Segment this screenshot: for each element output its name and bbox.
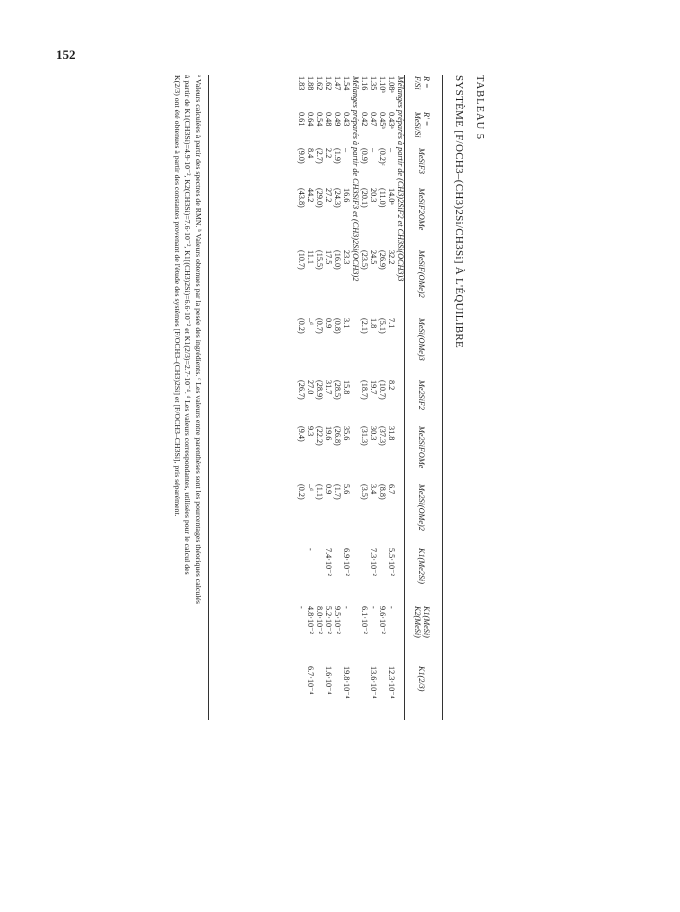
table-cell: 16.6 [342, 188, 351, 203]
top-rule [442, 75, 443, 720]
table-cell: 0.9 [324, 484, 333, 495]
table-cell: 5.5·10⁻² [387, 548, 396, 576]
table-cell: 24.5 [369, 250, 378, 265]
table-title: SYSTÈME [F/OCH3–(CH3)2Si/CH3Si] À L'ÉQUILIBRE [453, 75, 465, 349]
column-header [405, 379, 439, 425]
column-header [405, 605, 439, 665]
table-cell: 0.47 [369, 112, 378, 127]
table-cell: 1.88 [306, 76, 315, 91]
table-cell: – [387, 148, 396, 153]
table-cell: 1.47 [333, 76, 342, 91]
table-cell: 19.6 [324, 426, 333, 441]
table-cell: 44.2 [306, 188, 315, 203]
table-cell: 1.83 [297, 76, 306, 91]
table-cell [360, 547, 369, 605]
table-cell: 8.4 [306, 148, 315, 159]
table-cell: 1.10ᵇ [378, 76, 387, 93]
table-cell: (16.0) [333, 250, 342, 270]
column-header [405, 547, 439, 605]
table-cell: –ᵈ [306, 484, 315, 491]
table-cell: (26.7) [297, 380, 306, 400]
table-cell: (9.0) [297, 148, 306, 164]
table-cell: 17.5 [324, 250, 333, 265]
column-header [405, 665, 439, 720]
section-title: Mélanges préparés à partir de (CH3)2SiF2 et CH3Si(OCH3)3 [396, 76, 405, 282]
table-row [306, 75, 315, 720]
table-cell: 31.8 [387, 426, 396, 441]
column-header-line: MeSi(OMe)3 [417, 318, 427, 361]
table-row [324, 75, 333, 720]
table-cell: (15.5) [315, 250, 324, 270]
column-header [405, 483, 439, 547]
column-header-line: MeSiF2OMe [417, 188, 427, 231]
table-cell: (1.1) [315, 484, 324, 500]
table-cell: 7.4·10⁻² [324, 548, 333, 576]
table-cell: (0.7) [315, 318, 324, 334]
column-header-line: R' = [422, 112, 431, 127]
table-cell: – [369, 148, 378, 153]
table-cell: 1.35 [369, 76, 378, 91]
table-cell: 11.1 [306, 250, 315, 265]
column-header-line: MeSi/Si [413, 112, 422, 138]
table-cell: (11.0) [378, 188, 387, 208]
table-cell [315, 547, 324, 605]
table-cell: 35.6 [342, 426, 351, 441]
table-cell: 6.7·10⁻⁴ [306, 666, 315, 695]
table-cell: 2.2 [324, 148, 333, 159]
table-cell: - [342, 606, 351, 609]
column-header-line: MeSiF3 [417, 148, 427, 174]
table-cell: 0.43ᵃ [387, 112, 396, 129]
section-title-row [351, 75, 360, 720]
table-cell: 1.08ᵃ [387, 76, 396, 93]
table-cell: 1.16 [360, 76, 369, 91]
table-cell: (10.7) [378, 380, 387, 400]
table-cell [378, 665, 387, 720]
table-cell: (5.1) [378, 318, 387, 334]
table-cell: 0.9 [324, 318, 333, 329]
table-cell: (29.0) [315, 188, 324, 208]
table-cell: (9.4) [297, 426, 306, 442]
table-cell [333, 547, 342, 605]
table-cell: –ᵈ [306, 318, 315, 325]
table-cell: 6.1·10⁻² [360, 606, 369, 634]
column-header [405, 111, 439, 147]
column-header [405, 249, 439, 317]
table-cell: (26.8) [333, 426, 342, 446]
table-cell: 0.48 [324, 112, 333, 127]
table-cell: 5.6 [342, 484, 351, 495]
column-header [405, 75, 439, 111]
table-cell: 0.43 [342, 112, 351, 127]
table-cell: 9.3 [306, 426, 315, 437]
table-cell: (0.2) [297, 484, 306, 500]
table-cell: – [342, 148, 351, 153]
table-cell: 27.0 [306, 380, 315, 395]
table-cell [333, 665, 342, 720]
column-header-line: R = [422, 76, 431, 89]
table-cell: 0.64 [306, 112, 315, 127]
table-cell: 6.7 [387, 484, 396, 495]
column-header [405, 317, 439, 379]
section-title: Mélanges préparés à partir de CH3SiF3 et (CH3)2Si(OCH3)2 [351, 76, 360, 282]
table-cell: 1.62 [324, 76, 333, 91]
footnote-line: ᵃ Valeurs calculées à partir des spectres de RMN. ᵇ Valeurs obtenues par la pesée des ingrédients. ᶜ Les valeurs entre parenthèses sont les pourcentages théoriques calculés [194, 75, 203, 604]
column-header-line: Me2SiF2 [417, 380, 427, 411]
table-cell: 32.2 [387, 250, 396, 265]
table-cell: 15.8 [342, 380, 351, 395]
table-cell: (23.5) [360, 250, 369, 270]
table-cell: (20.1) [360, 188, 369, 208]
footnotes [172, 75, 204, 720]
table-cell: 8.0·10⁻² [315, 606, 324, 634]
table-label: TABLEAU 5 [474, 75, 485, 141]
table-row [369, 75, 378, 720]
table-row [342, 75, 351, 720]
column-header [405, 425, 439, 483]
column-header-line: K1(Me2Si) [417, 548, 427, 584]
table-cell: 19.7 [369, 380, 378, 395]
footnote-line: K(2/3) ont été obtenues à partir des constantes provenant de l'étude des systèmes [F/OCH3–(CH3)2Si] et [F/OCH3–CH3Si], pris séparément. [173, 75, 182, 517]
table-cell: - [369, 606, 378, 609]
table-row [297, 75, 306, 720]
column-header-line: K2(MeSi) [413, 606, 422, 638]
table-cell: 1.62 [315, 76, 324, 91]
table-cell: (1.7) [333, 484, 342, 500]
table-cell: - [297, 606, 306, 609]
column-header-line: F/Si [413, 76, 422, 90]
page-number: 152 [56, 47, 76, 62]
table-cell: (43.8) [297, 188, 306, 208]
table-cell: 4.8·10⁻² [306, 606, 315, 634]
table-cell: 19.8·10⁻⁴ [342, 666, 351, 699]
table-cell: 7.1 [387, 318, 396, 329]
table-cell: (28.9) [315, 380, 324, 400]
table-row [333, 75, 342, 720]
column-header [405, 187, 439, 249]
table-cell [297, 665, 306, 720]
table-cell: (26.9) [378, 250, 387, 270]
table-cell: 9.5·10⁻² [333, 606, 342, 634]
table-cell: - [306, 548, 315, 551]
table-cell: 23.3 [342, 250, 351, 265]
column-header-line: K1(2/3) [417, 666, 427, 692]
table-cell: (2.1) [360, 318, 369, 334]
bottom-rule [208, 75, 209, 720]
column-header-line: K1(MeSi) [422, 606, 431, 638]
table-cell: 1.8 [369, 318, 378, 329]
table-body [297, 75, 405, 720]
table-cell: 12.3·10⁻⁴ [387, 666, 396, 699]
table-cell: (24.3) [333, 188, 342, 208]
table-cell [297, 547, 306, 605]
column-header-line: Me2Si(OMe)2 [417, 484, 427, 531]
table-cell: (37.3) [378, 426, 387, 446]
table-cell: 31.7 [324, 380, 333, 395]
equilibrium-table [297, 75, 439, 720]
table-cell: (10.7) [297, 250, 306, 270]
table-cell: 8.2 [387, 380, 396, 391]
table-cell: 1.6·10⁻⁴ [324, 666, 333, 695]
table-cell: 5.2·10⁻² [324, 606, 333, 634]
table-cell: 20.3 [369, 188, 378, 203]
table-cell: 13.6·10⁻⁴ [369, 666, 378, 699]
table-cell: (0.9) [360, 148, 369, 164]
column-header-line: MeSiF(OMe)2 [417, 250, 427, 298]
table-cell: 1.54 [342, 76, 351, 91]
table-cell [378, 547, 387, 605]
table-cell: 6.9·10⁻² [342, 548, 351, 576]
table-cell: 0.54 [315, 112, 324, 127]
table-row [387, 75, 396, 720]
table-cell: (0.8) [333, 318, 342, 334]
table-cell: 14.0ᵃ [387, 188, 396, 205]
table-cell: 0.61 [297, 112, 306, 127]
header-row [405, 75, 439, 720]
table-cell: (0.2)ᶜ [378, 148, 387, 166]
table-cell: (22.2) [315, 426, 324, 446]
table-cell: (1.9) [333, 148, 342, 164]
table-row [360, 75, 369, 720]
table-cell: (3.5) [360, 484, 369, 500]
table-cell: (28.5) [333, 380, 342, 400]
table-cell: (2.7) [315, 148, 324, 164]
table-cell: 3.4 [369, 484, 378, 495]
table-row [378, 75, 387, 720]
table-cell: 7.3·10⁻² [369, 548, 378, 576]
table-row [315, 75, 324, 720]
header-rule [404, 75, 405, 720]
footnote-line: à partir de K1(CH3Si)=4.9·10⁻², K2(CH3Si)=7.6·10⁻², K1[(CH3)2Si)=6.6·10⁻² et K1(2/3)=2.7·10⁻⁴. ᵈ Les valeurs correspondantes, utilisées pour le calcul des [183, 75, 193, 575]
table-cell: (0.2) [297, 318, 306, 334]
table-cell [360, 665, 369, 720]
table-cell: 30.3 [369, 426, 378, 441]
table-cell [315, 665, 324, 720]
table-cell: (8.8) [378, 484, 387, 500]
column-header-line: Me2SiFOMe [417, 426, 427, 469]
table-cell: 0.42 [360, 112, 369, 127]
table-cell: 3.1 [342, 318, 351, 329]
table-cell: 9.6·10⁻² [378, 606, 387, 634]
table-cell: 27.2 [324, 188, 333, 203]
column-header [405, 147, 439, 187]
table-cell: - [387, 606, 396, 609]
table-cell: 0.49 [333, 112, 342, 127]
table-cell: (31.3) [360, 426, 369, 446]
table-cell: (18.7) [360, 380, 369, 400]
rotated-table-block [165, 75, 485, 720]
table-cell: 0.45ᵇ [378, 112, 387, 129]
